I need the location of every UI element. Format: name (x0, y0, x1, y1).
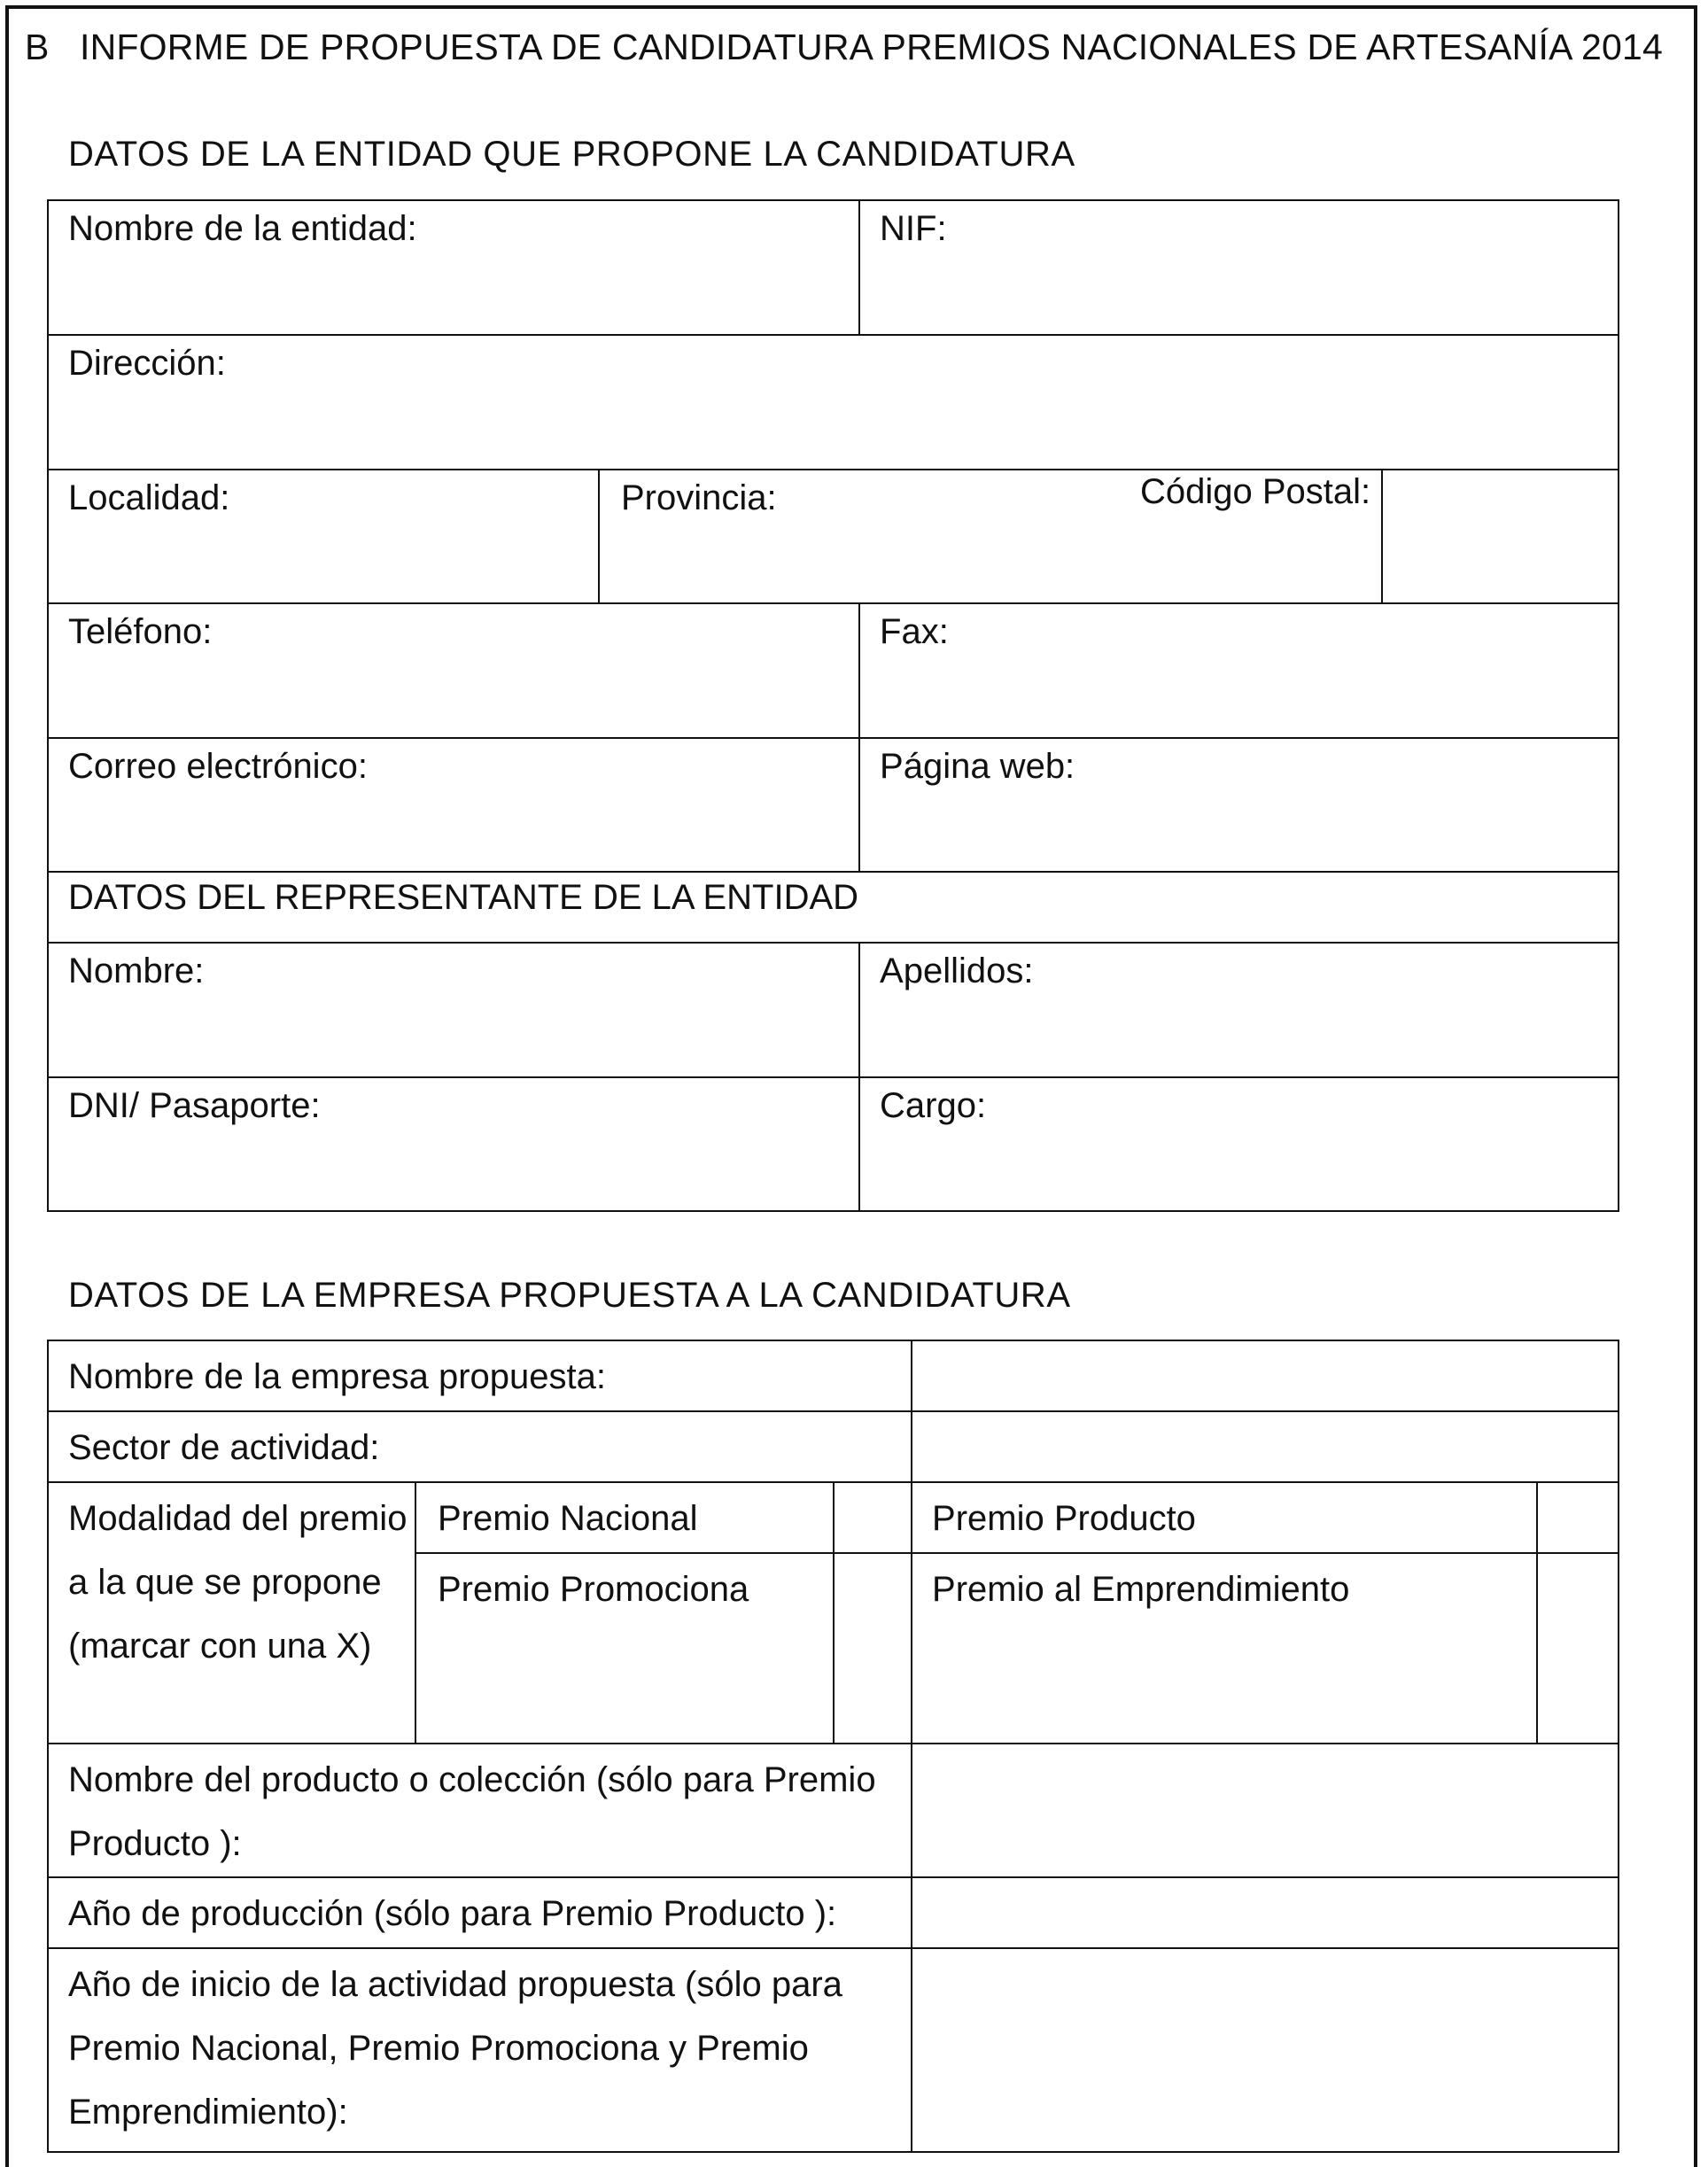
premio-producto-checkbox[interactable] (1537, 1482, 1619, 1553)
province-label: Provincia: (621, 478, 777, 517)
start-year-label: Año de inicio de la actividad propuesta (sólo para Premio Nacional, Premio Promociona y Premio Emprendimiento): (48, 1948, 912, 2152)
representative-section-title: DATOS DEL REPRESENTANTE DE LA ENTIDAD (48, 872, 1619, 943)
email-field[interactable]: Correo electrónico: (48, 738, 859, 872)
fax-field[interactable]: Fax: (859, 603, 1619, 738)
entity-name-field[interactable]: Nombre de la entidad: (48, 200, 859, 335)
address-field[interactable]: Dirección: (48, 335, 1619, 470)
rep-name-field[interactable]: Nombre: (48, 943, 859, 1077)
product-name-label: Nombre del producto o colección (sólo para Premio Producto ): (48, 1744, 912, 1877)
phone-field[interactable]: Teléfono: (48, 603, 859, 738)
entity-section-title: DATOS DE LA ENTIDAD QUE PROPONE LA CANDIDATURA (68, 135, 1075, 174)
form-title: INFORME DE PROPUESTA DE CANDIDATURA PREMIOS NACIONALES DE ARTESANÍA 2014 (80, 27, 1663, 67)
sector-input[interactable] (912, 1411, 1619, 1482)
company-name-label: Nombre de la empresa propuesta: (48, 1340, 912, 1411)
postal-code-field[interactable] (1382, 470, 1619, 603)
production-year-input[interactable] (912, 1877, 1619, 1948)
start-year-input[interactable] (912, 1948, 1619, 2152)
premio-emprendimiento-label: Premio al Emprendimiento (912, 1553, 1537, 1744)
sector-label: Sector de actividad: (48, 1411, 912, 1482)
section-letter: B (25, 27, 50, 67)
premio-nacional-checkbox[interactable] (834, 1482, 912, 1553)
nif-field[interactable]: NIF: (859, 200, 1619, 335)
company-section-title: DATOS DE LA EMPRESA PROPUESTA A LA CANDIDATURA (68, 1276, 1071, 1315)
rep-surname-field[interactable]: Apellidos: (859, 943, 1619, 1077)
rep-dni-field[interactable]: DNI/ Pasaporte: (48, 1077, 859, 1211)
postal-code-label: Código Postal: (1140, 472, 1371, 511)
entity-table (47, 199, 1619, 1212)
company-table (47, 1340, 1619, 2153)
product-name-input[interactable] (912, 1744, 1619, 1877)
form-header (25, 27, 1663, 68)
premio-emprendimiento-checkbox[interactable] (1537, 1553, 1619, 1744)
premio-promociona-label: Premio Promociona (415, 1553, 834, 1744)
rep-position-field[interactable]: Cargo: (859, 1077, 1619, 1211)
locality-field[interactable]: Localidad: (48, 470, 599, 603)
premio-promociona-checkbox[interactable] (834, 1553, 912, 1744)
premio-nacional-label: Premio Nacional (415, 1482, 834, 1553)
company-name-input[interactable] (912, 1340, 1619, 1411)
modality-label: Modalidad del premio a la que se propone (marcar con una X) (48, 1482, 415, 1744)
website-field[interactable]: Página web: (859, 738, 1619, 872)
premio-producto-label: Premio Producto (912, 1482, 1537, 1553)
production-year-label: Año de producción (sólo para Premio Producto ): (48, 1877, 912, 1948)
